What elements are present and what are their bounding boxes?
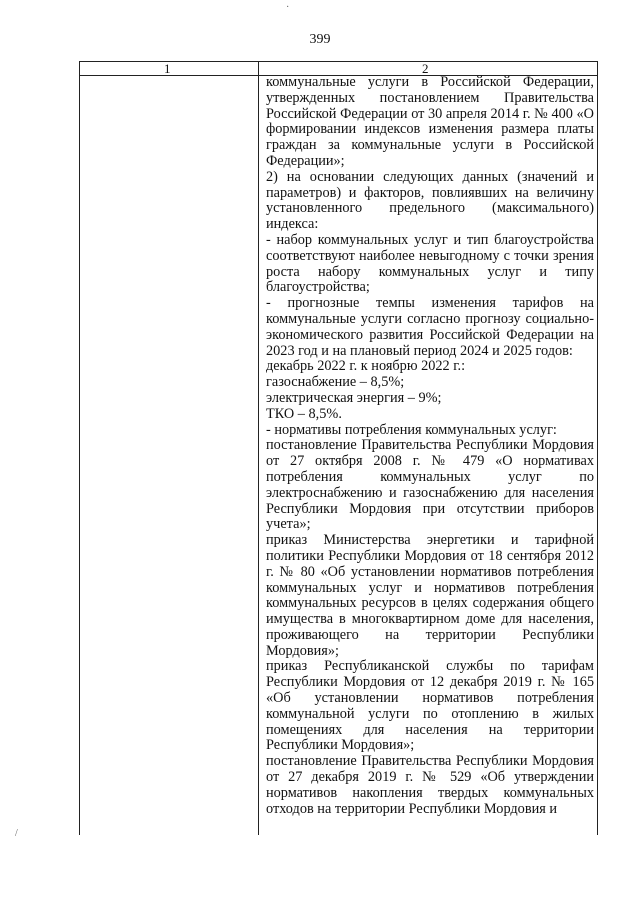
paragraph: декабрь 2022 г. к ноябрю 2022 г.: (266, 358, 466, 375)
scan-mark: / (15, 828, 18, 839)
paragraph: 2) на основании следующих данных (значений и параметров) и факторов, повлиявших на величину установленного предельного (максимального) индекса: (266, 168, 594, 233)
document-table (79, 61, 598, 835)
paragraph: - набор коммунальных услуг и тип благоустройства соответствуют наиболее невыгодному с точки зрения роста набору коммунальных услуг и типу благоустройства; (266, 231, 594, 296)
paragraph: - прогнозные темпы изменения тарифов на коммунальные услуги согласно прогнозу социально-экономического развития Российской Федерации на 2023 год и на плановый период 2024 и 2025 годов: (266, 295, 594, 359)
column-2-header: 2 (422, 61, 429, 76)
paragraph: электрическая энергия – 9%; (266, 389, 442, 406)
paragraph: постановление Правительства Республики Мордовия от 27 октября 2008 г. № 479 «О нормативах потребления коммунальных услуг по электроснабжению и газоснабжению для населения Республики Мордовия при отсутствии приборов учета»; (266, 437, 594, 533)
page-number: 399 (309, 32, 331, 47)
column-1-header: 1 (164, 61, 171, 76)
paragraph: постановление Правительства Республики Мордовия от 27 декабря 2019 г. № 529 «Об утверждении нормативов накопления твердых коммунальных отходов на территории Республики Мордовия и (266, 753, 594, 817)
paragraph: коммунальные услуги в Российской Федерации, утвержденных постановлением Правительства Российской Федерации от 30 апреля 2014 г. № 400 «О формировании индексов изменения размера платы граждан за коммунальные услуги в Российской Федерации»; (266, 74, 594, 169)
paragraph: приказ Республиканской службы по тарифам Республики Мордовия от 12 декабря 2019 г. № 165 «Об установлении нормативов потребления коммунальной услуги по отоплению в жилых помещениях для населения на территории Республики Мордовия»; (266, 658, 594, 754)
paragraph: ТКО – 8,5%. (266, 405, 342, 422)
column-2-content (266, 75, 594, 817)
paragraph: газоснабжение – 8,5%; (266, 374, 405, 391)
scan-speck: · (286, 2, 290, 13)
paragraph: - нормативы потребления коммунальных услуг: (266, 421, 557, 438)
column-divider (258, 61, 259, 835)
paragraph: приказ Министерства энергетики и тарифной политики Республики Мордовия от 18 сентября 2012 г. № 80 «Об установлении нормативов потребления коммунальных услуг и нормативов потребления коммунальных ресурсов в целях содержания общего имущества в многоквартирном доме для населения, проживающего на территории Республики Мордовия»; (266, 532, 594, 659)
